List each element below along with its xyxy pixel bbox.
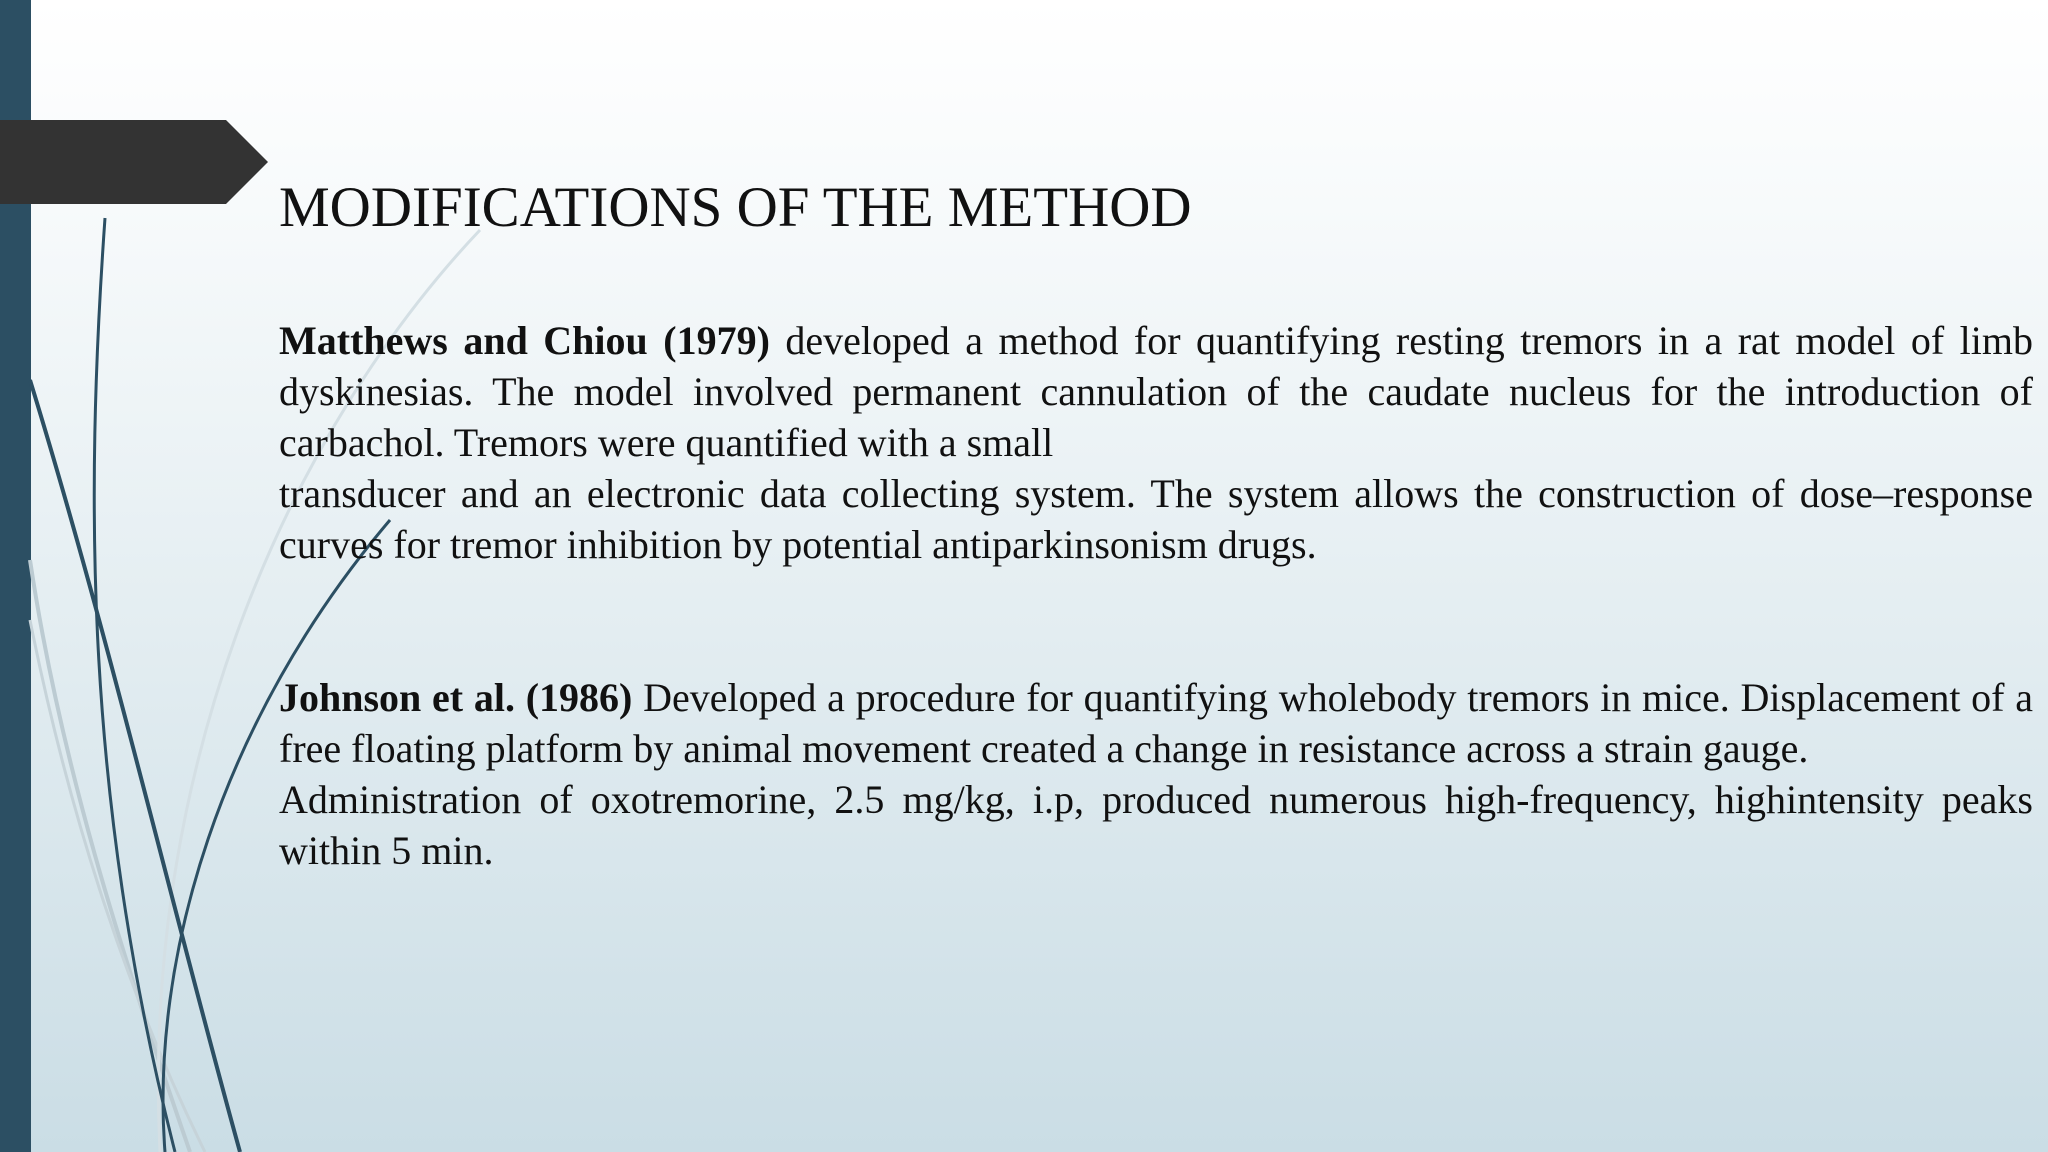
paragraph-lead: Johnson et al. (1986) (279, 675, 633, 720)
slide-body (279, 315, 2033, 876)
paragraph-matthews (279, 315, 2033, 468)
title-banner-arrow (0, 120, 268, 204)
paragraph-matthews-continuation: transducer and an electronic data collecting system. The system allows the construction of dose–response curves for tremor inhibition by potential antiparkinsonism drugs. (279, 471, 2033, 567)
curve-dark-2 (30, 380, 240, 1152)
paragraph-text: developed a method for quantifying resting tremors in a rat model of limb dyskinesias. The model involved permanent cannulation of the caudate nucleus for the introduction of carbachol. Tremors were quantified with a small (279, 318, 2033, 465)
slide-title: MODIFICATIONS OF THE METHOD (279, 176, 1192, 239)
paragraph-johnson-continuation: Administration of oxotremorine, 2.5 mg/kg, i.p, produced numerous high-frequency, highintensity peaks within 5 min. (279, 777, 2033, 873)
paragraph-spacer (279, 570, 2033, 672)
paragraph-lead: Matthews and Chiou (1979) (279, 318, 770, 363)
paragraph-text: Developed a procedure for quantifying wholebody tremors in mice. Displacement of a free floating platform by animal movement created a change in resistance across a strain gauge. (279, 675, 2033, 771)
curve-dark-1 (94, 218, 175, 1152)
curve-light-1 (30, 560, 190, 1152)
paragraph-johnson (279, 672, 2033, 774)
curve-light-2 (30, 620, 205, 1152)
